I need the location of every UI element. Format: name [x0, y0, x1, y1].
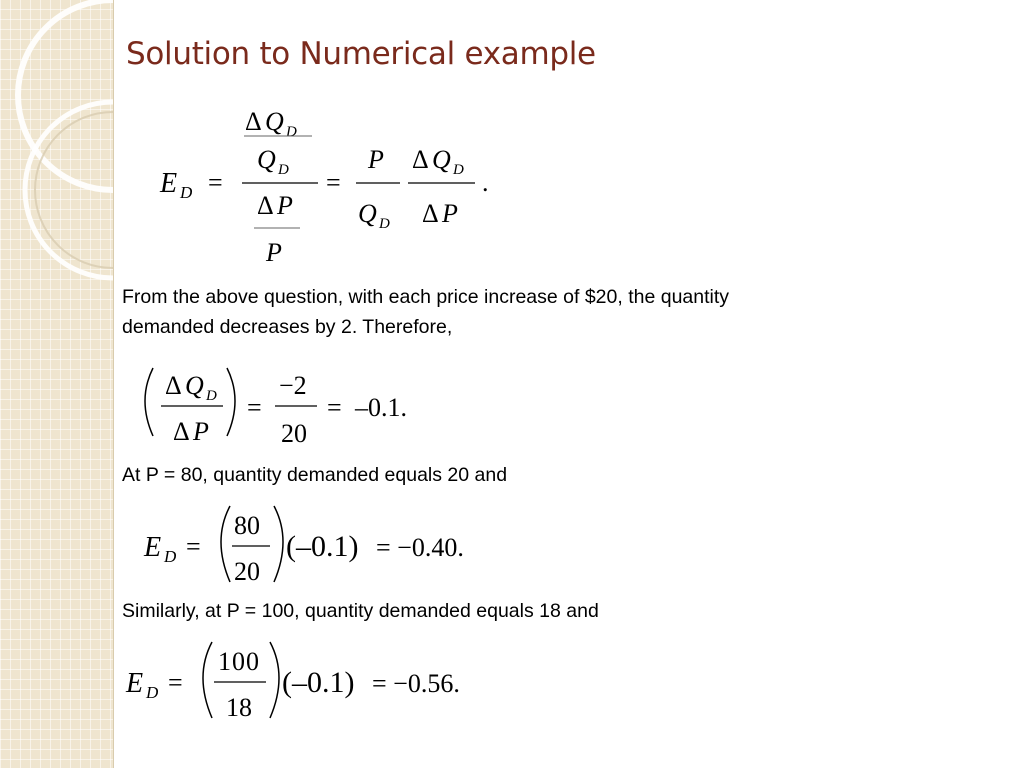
- eq2-equals-1: =: [247, 393, 262, 422]
- eq1-P-4: P: [442, 199, 458, 228]
- eq2-P: P: [193, 417, 209, 446]
- eq3-denominator: 20: [234, 557, 260, 586]
- eq1-lhs-sub: D: [180, 183, 193, 202]
- eq4-denominator: 18: [226, 693, 252, 722]
- eq4-slope: (–0.1): [282, 666, 355, 699]
- eq1-equals-2: =: [326, 168, 341, 197]
- paragraph-1-line-2: demanded decreases by 2. Therefore,: [122, 316, 453, 338]
- eq4-lhs-E: E: [126, 668, 144, 699]
- eq4-result: = −0.56.: [372, 669, 460, 698]
- eq1-lhs-E: E: [160, 168, 178, 199]
- eq3-slope: (–0.1): [286, 530, 359, 563]
- slope-calculation-equation: [135, 360, 455, 460]
- sidebar-rings-decoration: [0, 0, 113, 768]
- eq4-right-paren: [270, 642, 279, 718]
- eq4-left-paren: [203, 642, 212, 718]
- eq2-left-paren: [145, 368, 153, 436]
- elasticity-at-p100-equation: [122, 636, 522, 732]
- eq3-lhs-E: E: [144, 532, 162, 563]
- paragraph-2: At P = 80, quantity demanded equals 20 and: [122, 464, 508, 486]
- elasticity-definition-equation: [150, 92, 510, 272]
- eq1-delta-3: Δ: [412, 145, 429, 174]
- slide-title: Solution to Numerical example: [126, 36, 596, 72]
- eq1-delta-1: Δ: [245, 107, 262, 136]
- eq2-result: –0.1.: [355, 393, 407, 422]
- eq1-equals-1: =: [208, 168, 223, 197]
- eq2-denominator: 20: [281, 419, 307, 448]
- eq4-lhs-sub: D: [146, 683, 159, 702]
- eq2-numerator: −2: [279, 371, 307, 400]
- eq1-D-3: D: [379, 216, 390, 232]
- eq1-D-4: D: [453, 162, 464, 178]
- eq2-equals-2: =: [327, 393, 342, 422]
- eq3-result: = −0.40.: [376, 533, 464, 562]
- eq2-Q: Q: [185, 371, 204, 400]
- paragraph-3: Similarly, at P = 100, quantity demanded equals 18 and: [122, 600, 599, 622]
- eq2-delta-1: Δ: [165, 371, 182, 400]
- paragraph-1: [122, 282, 729, 342]
- paragraph-1-line-1: From the above question, with each price increase of $20, the quantity: [122, 286, 730, 308]
- eq1-D-1: D: [286, 124, 297, 140]
- eq1-P-3: P: [368, 145, 384, 174]
- eq2-delta-2: Δ: [173, 417, 190, 446]
- eq1-P-1: P: [277, 191, 293, 220]
- eq2-right-paren: [227, 368, 235, 436]
- eq4-numerator: 100: [218, 647, 260, 676]
- eq3-lhs-sub: D: [164, 547, 177, 566]
- eq1-delta-4: Δ: [422, 199, 439, 228]
- eq1-delta-2: Δ: [257, 191, 274, 220]
- eq1-Q-2: Q: [257, 145, 276, 174]
- eq3-numerator: 80: [234, 511, 260, 540]
- eq1-period: .: [482, 168, 489, 197]
- decorative-sidebar: [0, 0, 114, 768]
- eq4-equals: =: [168, 668, 183, 697]
- eq3-right-paren: [274, 506, 283, 582]
- eq3-equals: =: [186, 532, 201, 561]
- eq2-D: D: [206, 388, 217, 404]
- eq1-Q-3: Q: [358, 199, 377, 228]
- eq1-P-2: P: [266, 238, 282, 267]
- eq1-D-2: D: [278, 162, 289, 178]
- elasticity-at-p80-equation: [140, 500, 520, 596]
- eq1-Q-4: Q: [432, 145, 451, 174]
- eq3-left-paren: [221, 506, 230, 582]
- eq1-Q-1: Q: [265, 107, 284, 136]
